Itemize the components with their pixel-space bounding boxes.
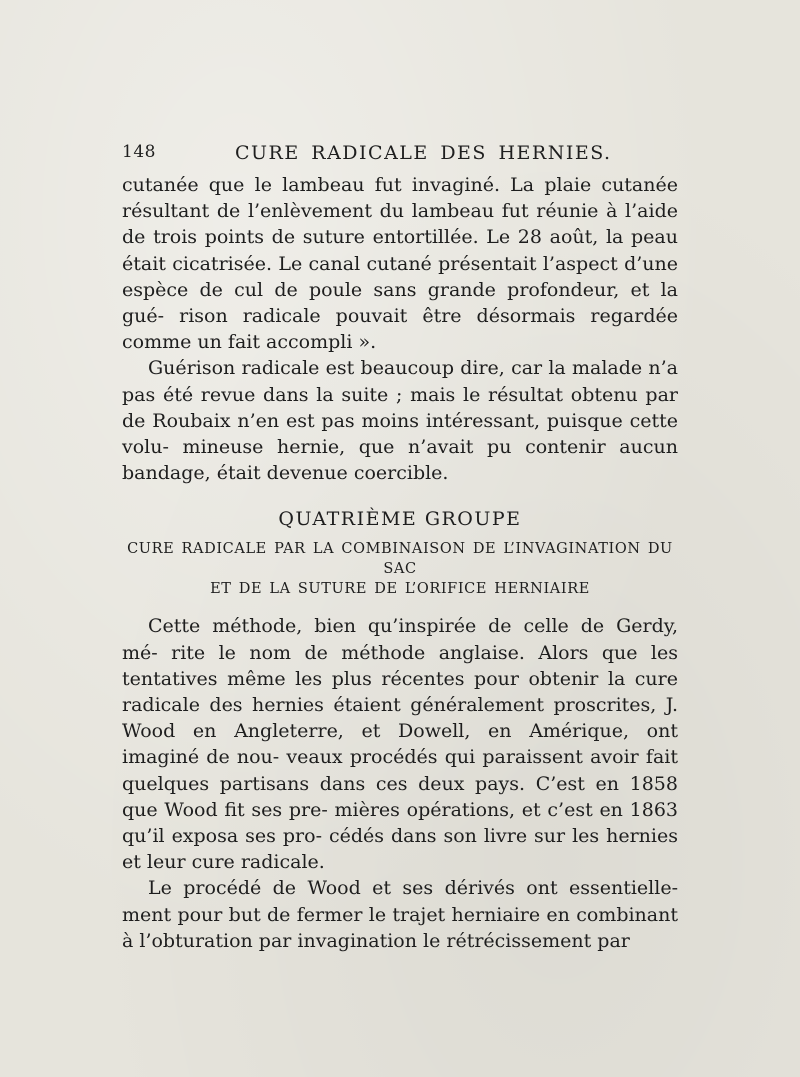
text-line: rison radicale pouvait être désormais regardée comme un — [122, 305, 678, 354]
running-head: CURE RADICALE DES HERNIES. — [235, 142, 612, 164]
text-line: cédés dans son livre sur les hernies et leur cure radicale. — [122, 825, 678, 874]
text-line: pas été revue dans la suite ; mais le résultat obtenu par de — [122, 383, 678, 432]
text-line: dans ces deux pays. C’est en 1858 que Wood fit ses pre- — [122, 772, 678, 821]
text-line: à l’obturation par invagination le rétrécissement par — [122, 929, 630, 952]
text-line: cutanée que le lambeau fut invaginé. La plaie cutanée — [122, 174, 678, 196]
text-line: même les plus récentes pour obtenir la cure radicale des — [122, 667, 678, 717]
text-line: était cicatrisée. Le canal cutané présentait l’aspect d’une — [122, 252, 678, 275]
text-line: de trois points de suture entortillée. Le 28 août, la peau — [122, 226, 678, 249]
body-text — [122, 172, 678, 954]
text-line: était devenue coercible. — [216, 462, 449, 485]
group-heading: QUATRIÈME GROUPE — [278, 508, 522, 531]
paragraph-1 — [122, 172, 678, 355]
page-number: 148 — [122, 142, 156, 162]
page-header — [120, 142, 680, 164]
text-line: Cette méthode, bien qu’inspirée de celle de Gerdy, mé- — [122, 615, 678, 664]
section-heading — [122, 507, 678, 599]
text-line: veaux procédés qui paraissent avoir fait quelques partisans — [122, 746, 678, 795]
paragraph-3 — [122, 613, 678, 875]
text-line: ment pour but de fermer le trajet herniaire en combinant — [122, 903, 678, 926]
text-line: mières opérations, et c’est en 1863 qu’il exposa ses pro- — [122, 798, 679, 848]
text-line: Guérison radicale est beaucoup dire, car la malade n’a — [148, 357, 678, 380]
text-line: Le procédé de Wood et ses dérivés ont essentielle- — [148, 877, 678, 900]
sub-heading-line-1: CURE RADICALE PAR LA COMBINAISON DE L’INVAGINATION DU SAC — [127, 541, 673, 578]
text-line: hernies étaient généralement proscrites, J. Wood en — [122, 694, 678, 743]
text-line: Roubaix n’en est pas moins intéressant, puisque cette volu- — [122, 409, 679, 459]
paragraph-4 — [122, 875, 678, 954]
text-line: résultant de l’enlèvement du lambeau fut réunie à l’aide — [122, 200, 678, 223]
paragraph-2 — [122, 355, 678, 486]
text-line: rite le nom de méthode anglaise. Alors que les tentatives — [122, 641, 679, 690]
text-line: mineuse hernie, que n’avait pu contenir aucun bandage, — [122, 436, 678, 485]
text-line: espèce de cul de poule sans grande profondeur, et la gué- — [122, 278, 678, 328]
sub-heading-line-2: ET DE LA SUTURE DE L’ORIFICE HERNIAIRE — [210, 581, 590, 598]
text-line: fait accompli ». — [227, 331, 377, 354]
text-line: Angleterre, et Dowell, en Amérique, ont imaginé de nou- — [122, 720, 678, 769]
